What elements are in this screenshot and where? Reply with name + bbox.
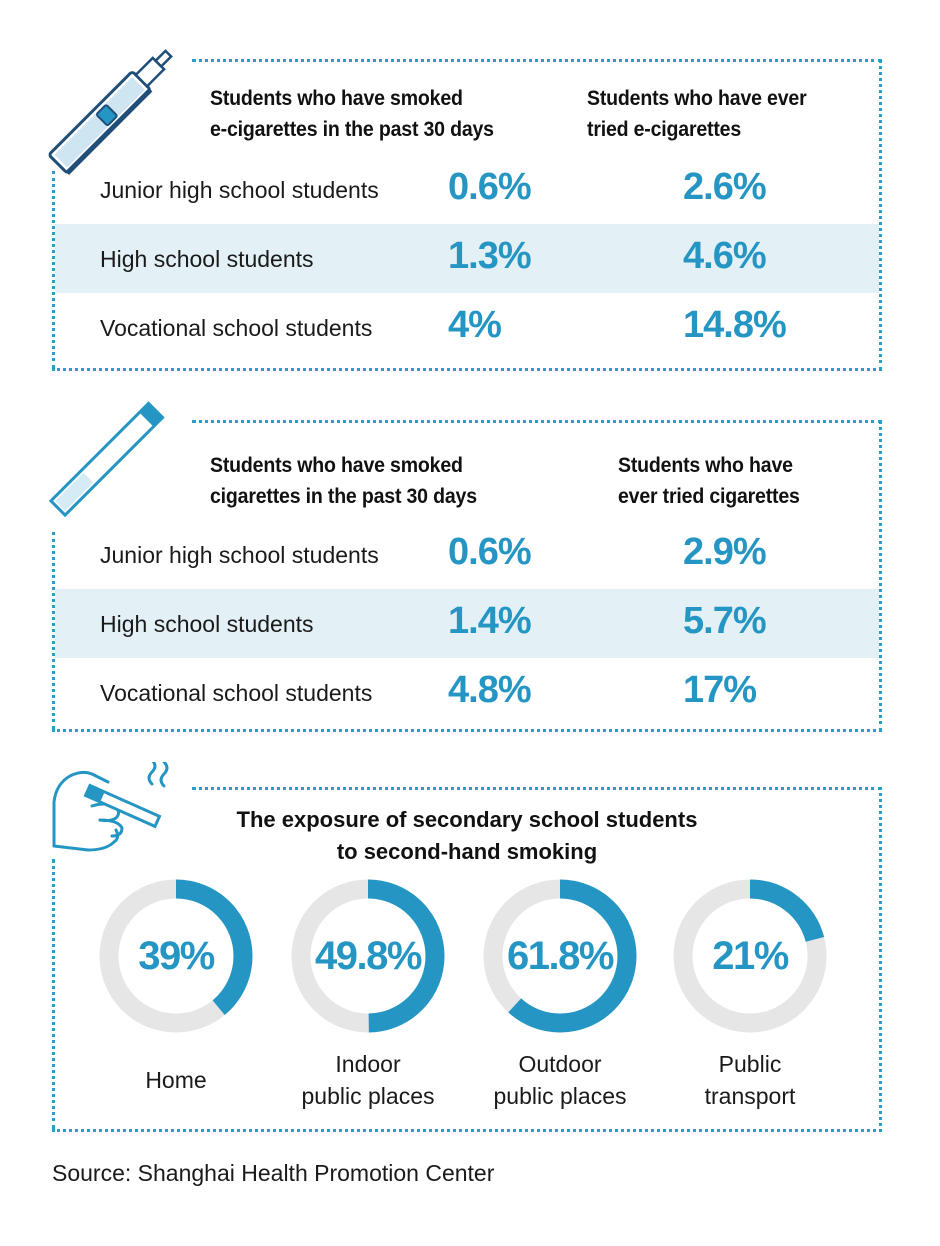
- table-row: [55, 589, 879, 658]
- past30-value: 0.6%: [448, 531, 531, 573]
- row-label: Vocational school students: [100, 315, 373, 341]
- past30-value: 4%: [448, 304, 501, 346]
- donut-value-label: 21%: [712, 933, 788, 978]
- past30-value: 1.4%: [448, 600, 531, 642]
- ever-value: 4.6%: [683, 235, 766, 277]
- ever-value: 14.8%: [683, 304, 786, 346]
- ever-value: 2.9%: [683, 531, 766, 573]
- exposure-title: The exposure of secondary school students to second-hand smoking: [236, 807, 698, 864]
- donut-category-label: Home: [145, 1067, 207, 1093]
- cigarette-icon: [48, 400, 168, 520]
- table-row: [55, 224, 879, 293]
- row-label: Junior high school students: [100, 177, 379, 203]
- donut-home: [96, 876, 256, 1093]
- row-label: Junior high school students: [100, 542, 379, 568]
- past30-value: 4.8%: [448, 669, 531, 711]
- ecig-header-ever: Students who have ever tried e-cigarettes: [587, 87, 807, 141]
- e-cigarette-icon: [48, 36, 193, 176]
- row-label: High school students: [100, 611, 314, 637]
- source-note: Source: Shanghai Health Promotion Center: [52, 1160, 495, 1186]
- donut-category-label: Outdoor public places: [493, 1051, 627, 1109]
- ever-value: 5.7%: [683, 600, 766, 642]
- past30-value: 0.6%: [448, 166, 531, 208]
- past30-value: 1.3%: [448, 235, 531, 277]
- ever-value: 2.6%: [683, 166, 766, 208]
- ever-value: 17%: [683, 669, 757, 711]
- table-row: [55, 293, 879, 362]
- cig-header-ever: Students who have ever tried cigarettes: [618, 454, 800, 508]
- row-label: High school students: [100, 246, 314, 272]
- donut-outdoor: [480, 876, 640, 1109]
- exposure-panel-left-border: [52, 859, 55, 1129]
- table-row: [55, 658, 879, 727]
- row-label: Vocational school students: [100, 680, 373, 706]
- donut-indoor: [288, 876, 448, 1109]
- donut-category-label: Indoor public places: [301, 1051, 435, 1109]
- cig-header-past30: Students who have smoked cigarettes in the past 30 days: [210, 454, 477, 508]
- cig-panel: [52, 420, 882, 732]
- ecig-header-past30: Students who have smoked e-cigarettes in the past 30 days: [210, 87, 494, 141]
- donut-transport: [670, 876, 830, 1109]
- donut-value-label: 61.8%: [507, 933, 613, 978]
- donut-value-label: 39%: [138, 933, 214, 978]
- donut-category-label: Public transport: [704, 1051, 796, 1109]
- table-row: [55, 520, 879, 589]
- donut-value-label: 49.8%: [315, 933, 421, 978]
